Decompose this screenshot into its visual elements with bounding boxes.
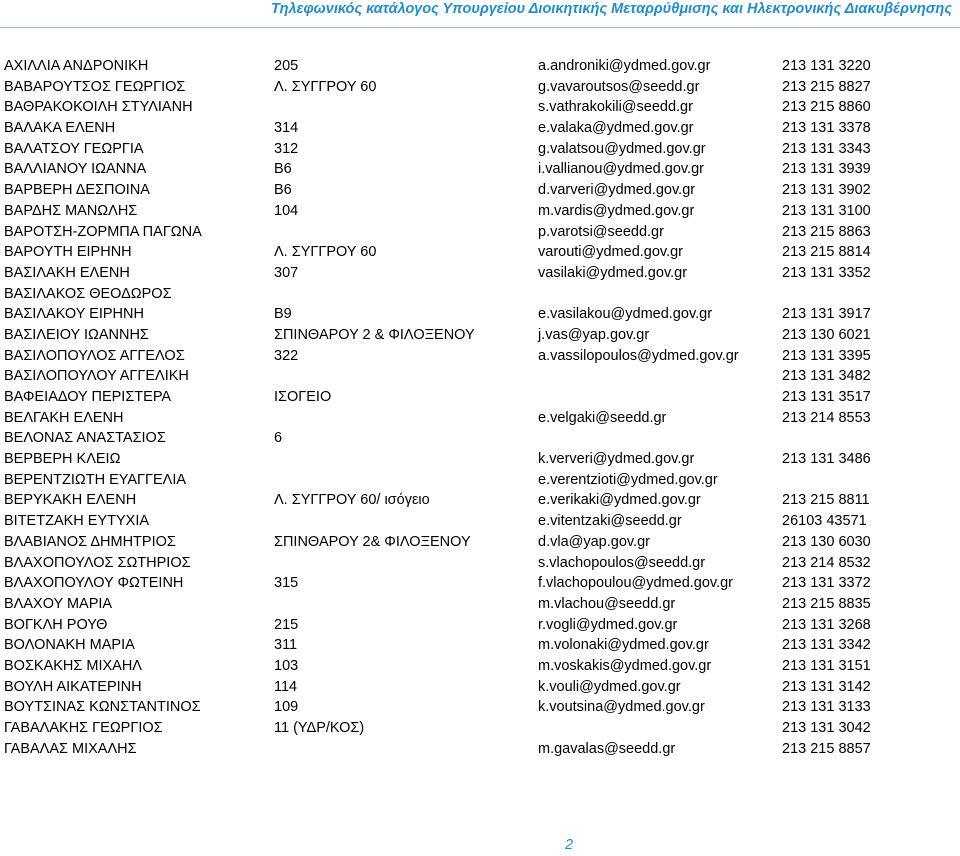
directory-row [0, 470, 960, 491]
contact-name: ΑΧΙΛΛΙΑ ΑΝΔΡΟΝΙΚΗ [4, 58, 149, 74]
contact-email: e.verentzioti@ydmed.gov.gr [538, 471, 718, 488]
contact-office: 11 (ΥΔΡ/ΚΟΣ) [274, 720, 365, 736]
directory-row [0, 159, 960, 180]
contact-name: ΒΕΛΟΝΑΣ ΑΝΑΣΤΑΣΙΟΣ [4, 430, 166, 447]
contact-name: ΒΟΣΚΑΚΗΣ ΜΙΧΑΗΛ [4, 657, 142, 674]
contact-office: 311 [274, 637, 298, 654]
contact-phone: 213 215 8811 [782, 492, 870, 509]
contact-email: vasilaki@ydmed.gov.gr [538, 264, 688, 281]
contact-phone: 213 131 3917 [782, 306, 871, 323]
contact-phone: 213 214 8553 [782, 409, 871, 426]
contact-email: m.voskakis@ydmed.gov.gr [538, 657, 712, 674]
contact-office: 114 [274, 678, 298, 695]
contact-phone: 213 131 3220 [782, 58, 871, 74]
contact-office: 103 [274, 657, 299, 674]
contact-email: d.vla@yap.gov.gr [538, 533, 650, 550]
directory-row [0, 490, 960, 511]
contact-name: ΒΙΤΕΤΖΑΚΗ ΕΥΤΥΧΙΑ [4, 513, 150, 530]
contact-email: d.varveri@ydmed.gov.gr [538, 182, 696, 199]
contact-name: ΒΑΡΔΗΣ ΜΑΝΩΛΗΣ [4, 202, 138, 219]
contact-name: ΒΑΛΑΤΣΟΥ ΓΕΩΡΓΙΑ [4, 140, 144, 157]
directory-row [0, 656, 960, 677]
contact-office: 6 [274, 430, 283, 447]
contact-phone: 213 130 6030 [782, 533, 871, 550]
contact-phone: 213 131 3939 [782, 161, 871, 178]
contact-name: ΒΛΑΧΟΠΟΥΛΟΥ ΦΩΤΕΙΝΗ [4, 575, 184, 592]
contact-email: m.gavalas@seedd.gr [538, 740, 676, 757]
contact-phone: 213 131 3151 [782, 657, 871, 674]
contact-email: a.vassilopoulos@ydmed.gov.gr [538, 347, 739, 364]
contact-email: p.varotsi@seedd.gr [538, 223, 664, 240]
header-divider [0, 27, 960, 28]
page-number: 2 [565, 837, 574, 853]
directory-row [0, 139, 960, 160]
contact-name: ΒΑΣΙΛΕΙΟΥ ΙΩΑΝΝΗΣ [4, 326, 149, 343]
contact-name: ΒΕΡΥΚΑΚΗ ΕΛΕΝΗ [4, 492, 137, 509]
directory-row [0, 408, 960, 429]
contact-name: ΒΑΛΑΚΑ ΕΛΕΝΗ [4, 120, 116, 137]
contact-email: g.valatsou@ydmed.gov.gr [538, 140, 706, 157]
contact-email: a.androniki@ydmed.gov.gr [538, 58, 711, 74]
contact-name: ΒΑΡΟΤΣΗ-ΖΟΡΜΠΑ ΠΑΓΩΝΑ [4, 223, 202, 240]
directory-row [0, 532, 960, 553]
directory-row [0, 263, 960, 284]
contact-name: ΒΑΡΟΥΤΗ ΕΙΡΗΝΗ [4, 244, 132, 261]
contact-email: m.vlachou@seedd.gr [538, 595, 676, 612]
contact-name: ΒΑΣΙΛΑΚΟΣ ΘΕΟΔΩΡΟΣ [4, 285, 172, 302]
contact-phone: 213 131 3486 [782, 451, 871, 468]
contact-phone: 213 130 6021 [782, 326, 871, 343]
contact-name: ΒΑΣΙΛΑΚΟΥ ΕΙΡΗΝΗ [4, 306, 144, 323]
contact-name: ΒΑΛΛΙΑΝΟΥ ΙΩΑΝΝΑ [4, 161, 147, 178]
directory-row [0, 635, 960, 656]
directory-row [0, 697, 960, 718]
contact-phone: 213 131 3372 [782, 575, 871, 592]
contact-office: ΣΠΙΝΘΑΡΟΥ 2& ΦΙΛΟΞΕΝΟΥ [274, 533, 471, 550]
contact-name: ΒΕΡΒΕΡΗ ΚΛΕΙΩ [4, 451, 121, 468]
directory-row [0, 739, 960, 760]
contact-name: ΒΑΣΙΛΟΠΟΥΛΟΣ ΑΓΓΕΛΟΣ [4, 347, 185, 364]
directory-row [0, 97, 960, 118]
contact-office: 215 [274, 616, 299, 633]
page-header [0, 0, 960, 22]
contact-office: Β6 [274, 182, 292, 199]
contact-name: ΓΑΒΑΛΑΚΗΣ ΓΕΩΡΓΙΟΣ [4, 720, 163, 736]
directory-row [0, 553, 960, 574]
contact-email: r.vogli@ydmed.gov.gr [538, 616, 678, 633]
contact-name: ΒΑΣΙΛΟΠΟΥΛΟΥ ΑΓΓΕΛΙΚΗ [4, 368, 189, 385]
contact-office: 104 [274, 202, 299, 219]
contact-name: ΒΟΓΚΛΗ ΡΟΥΘ [4, 616, 108, 633]
directory-row [0, 615, 960, 636]
contact-name: ΒΑΒΑΡΟΥΤΣΟΣ ΓΕΩΡΓΙΟΣ [4, 78, 186, 95]
contact-phone: 26103 43571 [782, 513, 867, 530]
contact-email: g.vavaroutsos@seedd.gr [538, 78, 700, 95]
contact-email: i.vallianou@ydmed.gov.gr [538, 161, 704, 178]
contact-phone: 213 131 3378 [782, 120, 871, 137]
contact-email: e.verikaki@ydmed.gov.gr [538, 492, 701, 509]
contact-office: Λ. ΣΥΓΓΡΟΥ 60 [274, 244, 377, 261]
contact-name: ΒΟΥΛΗ ΑΙΚΑΤΕΡΙΝΗ [4, 678, 142, 695]
directory-row [0, 304, 960, 325]
contact-office: ΣΠΙΝΘΑΡΟΥ 2 & ΦΙΛΟΞΕΝΟΥ [274, 326, 475, 343]
directory-row [0, 346, 960, 367]
contact-email: m.volonaki@ydmed.gov.gr [538, 637, 709, 654]
contact-name: ΓΑΒΑΛΑΣ ΜΙΧΑΛΗΣ [4, 740, 137, 757]
contact-office: 312 [274, 140, 299, 157]
contact-name: ΒΑΘΡΑΚΟΚΟΙΛΗ ΣΤΥΛΙΑΝΗ [4, 99, 193, 116]
contact-phone: 213 215 8814 [782, 244, 871, 261]
directory-row [0, 449, 960, 470]
contact-office: Β6 [274, 161, 292, 178]
contact-office: Β9 [274, 306, 292, 323]
contact-phone: 213 131 3482 [782, 368, 871, 385]
contact-office: ΙΣΟΓΕΙΟ [274, 389, 332, 405]
contact-phone: 213 131 3352 [782, 264, 871, 281]
contact-phone: 213 131 3342 [782, 637, 871, 654]
contact-office: 314 [274, 120, 299, 137]
contact-phone: 213 131 3268 [782, 616, 871, 633]
directory-row [0, 118, 960, 139]
directory-row [0, 594, 960, 615]
contact-email: j.vas@yap.gov.gr [538, 326, 650, 343]
contact-phone: 213 131 3042 [782, 720, 871, 736]
document-title: Τηλεφωνικός κατάλογος Υπουργείου Διοικητικής Μεταρρύθμισης και Ηλεκτρονικής Διακυβέρνησης [271, 1, 952, 17]
phone-directory-table [0, 56, 960, 759]
contact-phone: 213 215 8860 [782, 99, 871, 116]
directory-row [0, 428, 960, 449]
contact-email: e.vasilakou@ydmed.gov.gr [538, 306, 713, 323]
contact-email: k.voutsina@ydmed.gov.gr [538, 699, 705, 716]
directory-row [0, 718, 960, 739]
contact-email: varouti@ydmed.gov.gr [538, 244, 684, 261]
contact-office: 307 [274, 264, 299, 281]
directory-row [0, 284, 960, 305]
directory-row [0, 387, 960, 408]
contact-phone: 213 131 3100 [782, 202, 871, 219]
contact-email: s.vlachopoulos@seedd.gr [538, 554, 706, 571]
contact-phone: 213 131 3902 [782, 182, 871, 199]
contact-phone: 213 131 3142 [782, 678, 871, 695]
contact-phone: 213 131 3343 [782, 140, 871, 157]
directory-row [0, 677, 960, 698]
contact-name: ΒΑΣΙΛΑΚΗ ΕΛΕΝΗ [4, 264, 130, 281]
contact-office: 109 [274, 699, 299, 716]
contact-email: e.valaka@ydmed.gov.gr [538, 120, 694, 137]
directory-row [0, 56, 960, 77]
contact-email: k.ververi@ydmed.gov.gr [538, 451, 695, 468]
directory-row [0, 511, 960, 532]
contact-name: ΒΛΑΧΟΠΟΥΛΟΣ ΣΩΤΗΡΙΟΣ [4, 554, 191, 571]
contact-name: ΒΕΛΓΑΚΗ ΕΛΕΝΗ [4, 409, 124, 426]
contact-email: m.vardis@ydmed.gov.gr [538, 202, 695, 219]
contact-email: e.velgaki@seedd.gr [538, 409, 667, 426]
directory-row [0, 180, 960, 201]
contact-office: 322 [274, 347, 299, 364]
directory-row [0, 77, 960, 98]
contact-email: f.vlachopoulou@ydmed.gov.gr [538, 575, 734, 592]
contact-name: ΒΛΑΧΟΥ ΜΑΡΙΑ [4, 595, 113, 612]
contact-name: ΒΟΥΤΣΙΝΑΣ ΚΩΝΣΤΑΝΤΙΝΟΣ [4, 699, 201, 716]
directory-row [0, 242, 960, 263]
contact-email: e.vitentzaki@seedd.gr [538, 513, 682, 530]
contact-phone: 213 215 8827 [782, 78, 871, 95]
contact-name: ΒΟΛΟΝΑΚΗ ΜΑΡΙΑ [4, 637, 135, 654]
contact-phone: 213 131 3133 [782, 699, 871, 716]
directory-row [0, 222, 960, 243]
contact-name: ΒΑΡΒΕΡΗ ΔΕΣΠΟΙΝΑ [4, 182, 150, 199]
directory-row [0, 325, 960, 346]
contact-office: Λ. ΣΥΓΓΡΟΥ 60/ ισόγειο [274, 492, 430, 509]
directory-row [0, 201, 960, 222]
contact-name: ΒΕΡΕΝΤΖΙΩΤΗ ΕΥΑΓΓΕΛΙΑ [4, 471, 187, 488]
contact-phone: 213 131 3517 [782, 389, 871, 405]
contact-name: ΒΑΦΕΙΑΔΟΥ ΠΕΡΙΣΤΕΡΑ [4, 389, 172, 405]
contact-phone: 213 215 8857 [782, 740, 871, 757]
contact-phone: 213 214 8532 [782, 554, 871, 571]
contact-office: 315 [274, 575, 299, 592]
directory-row [0, 366, 960, 387]
contact-email: s.vathrakokili@seedd.gr [538, 99, 693, 116]
contact-office: 205 [274, 58, 299, 74]
directory-row [0, 573, 960, 594]
contact-office: Λ. ΣΥΓΓΡΟΥ 60 [274, 78, 377, 95]
contact-name: ΒΛΑΒΙΑΝΟΣ ΔΗΜΗΤΡΙΟΣ [4, 533, 176, 550]
contact-email: k.vouli@ydmed.gov.gr [538, 678, 681, 695]
contact-phone: 213 215 8863 [782, 223, 871, 240]
contact-phone: 213 215 8835 [782, 595, 871, 612]
contact-phone: 213 131 3395 [782, 347, 871, 364]
